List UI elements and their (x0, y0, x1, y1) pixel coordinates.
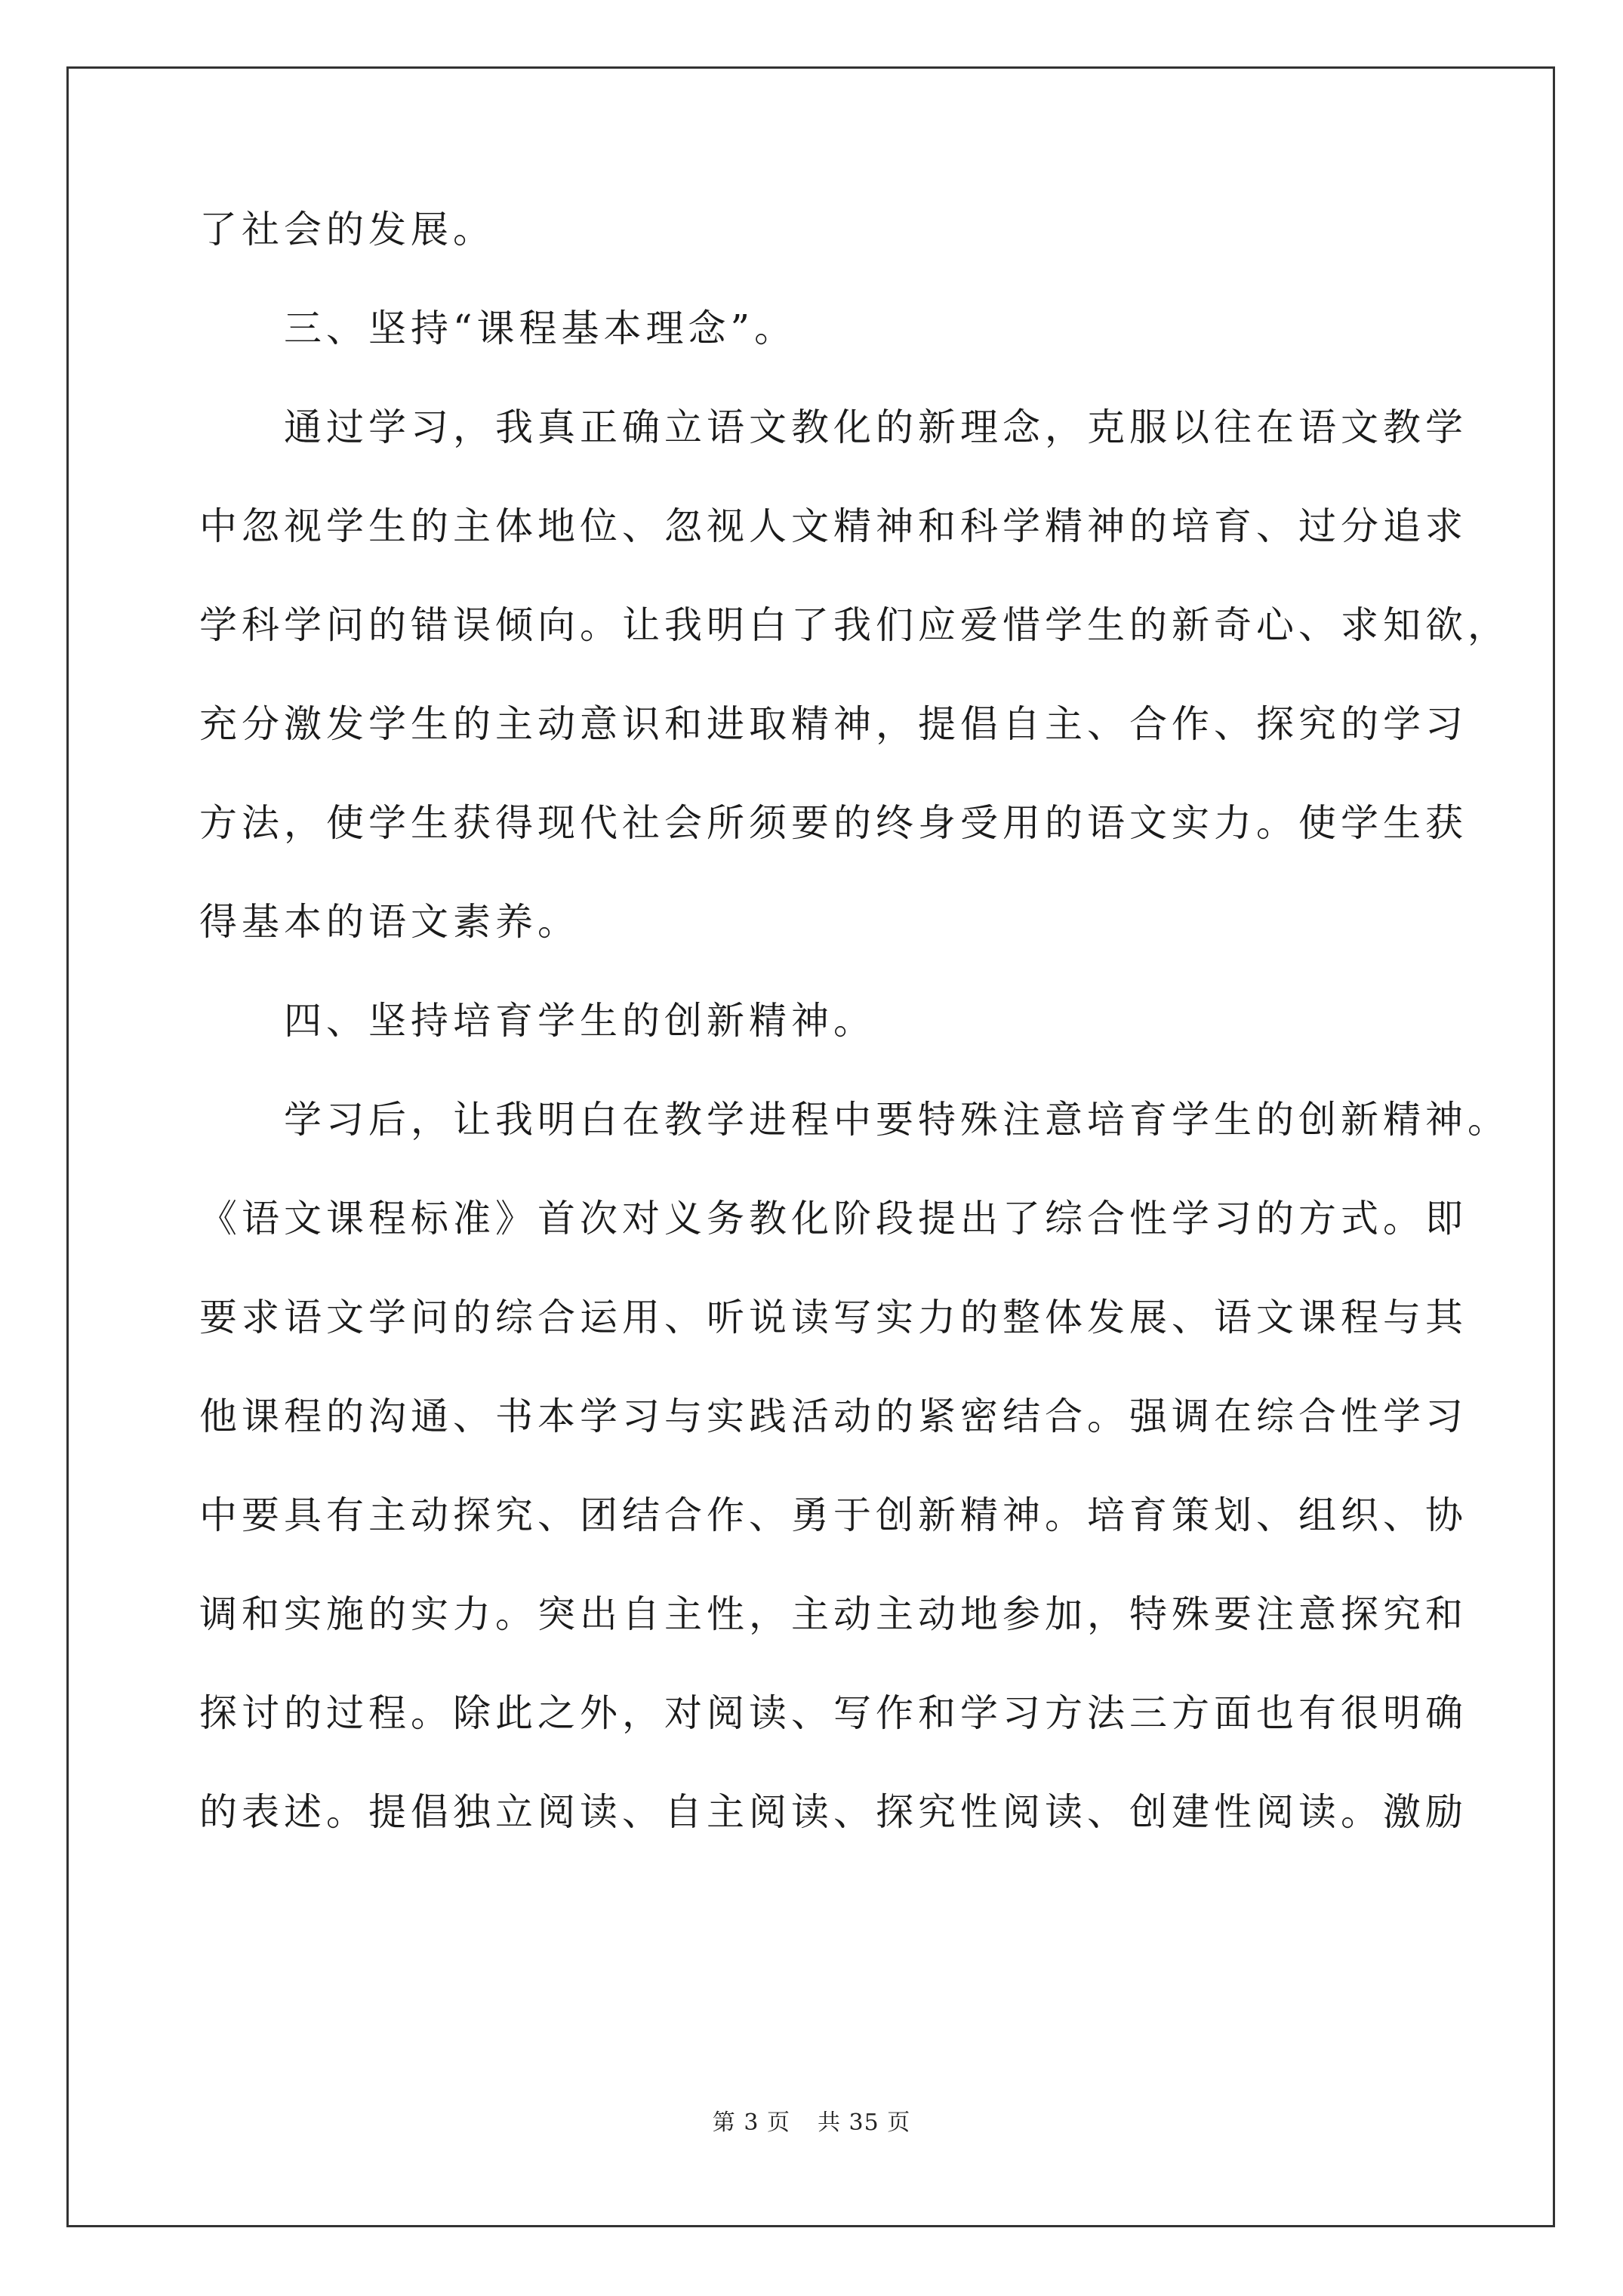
body-line: 的表述。提倡独立阅读、自主阅读、探究性阅读、创建性阅读。激励 (199, 1790, 1467, 1834)
section-heading: 三、坚持“课程基本理念”。 (284, 307, 797, 350)
paragraph-first-line: 学习后，让我明白在教学进程中要特殊注意培育学生的创新精神。 (284, 1098, 1510, 1142)
body-line: 中忽视学生的主体地位、忽视人文精神和科学精神的培育、过分追求 (199, 504, 1467, 548)
body-line: 调和实施的实力。突出自主性，主动主动地参加，特殊要注意探究和 (199, 1592, 1467, 1636)
body-line: 中要具有主动探究、团结合作、勇于创新精神。培育策划、组织、协 (199, 1493, 1467, 1537)
body-line: 充分激发学生的主动意识和进取精神，提倡自主、合作、探究的学习 (199, 702, 1467, 746)
section-heading: 四、坚持培育学生的创新精神。 (284, 999, 876, 1043)
body-line: 《语文课程标准》首次对义务教化阶段提出了综合性学习的方式。即 (199, 1197, 1467, 1240)
body-line: 得基本的语文素养。 (199, 900, 580, 944)
body-line: 了社会的发展。 (199, 208, 495, 251)
body-line: 学科学问的错误倾向。让我明白了我们应爱惜学生的新奇心、求知欲， (199, 603, 1510, 647)
body-line: 他课程的沟通、书本学习与实践活动的紧密结合。强调在综合性学习 (199, 1395, 1467, 1438)
page-number-current: 第 3 页 (712, 2110, 790, 2136)
page-number-total: 共 35 页 (817, 2110, 911, 2136)
body-line: 探讨的过程。除此之外，对阅读、写作和学习方法三方面也有很明确 (199, 1691, 1467, 1735)
paragraph-first-line: 通过学习，我真正确立语文教化的新理念，克服以往在语文教学 (284, 405, 1467, 449)
body-line: 要求语文学问的综合运用、听说读写实力的整体发展、语文课程与其 (199, 1296, 1467, 1339)
body-line: 方法，使学生获得现代社会所须要的终身受用的语文实力。使学生获 (199, 801, 1467, 845)
page-border (66, 66, 1555, 2227)
page-footer (0, 2110, 1623, 2137)
